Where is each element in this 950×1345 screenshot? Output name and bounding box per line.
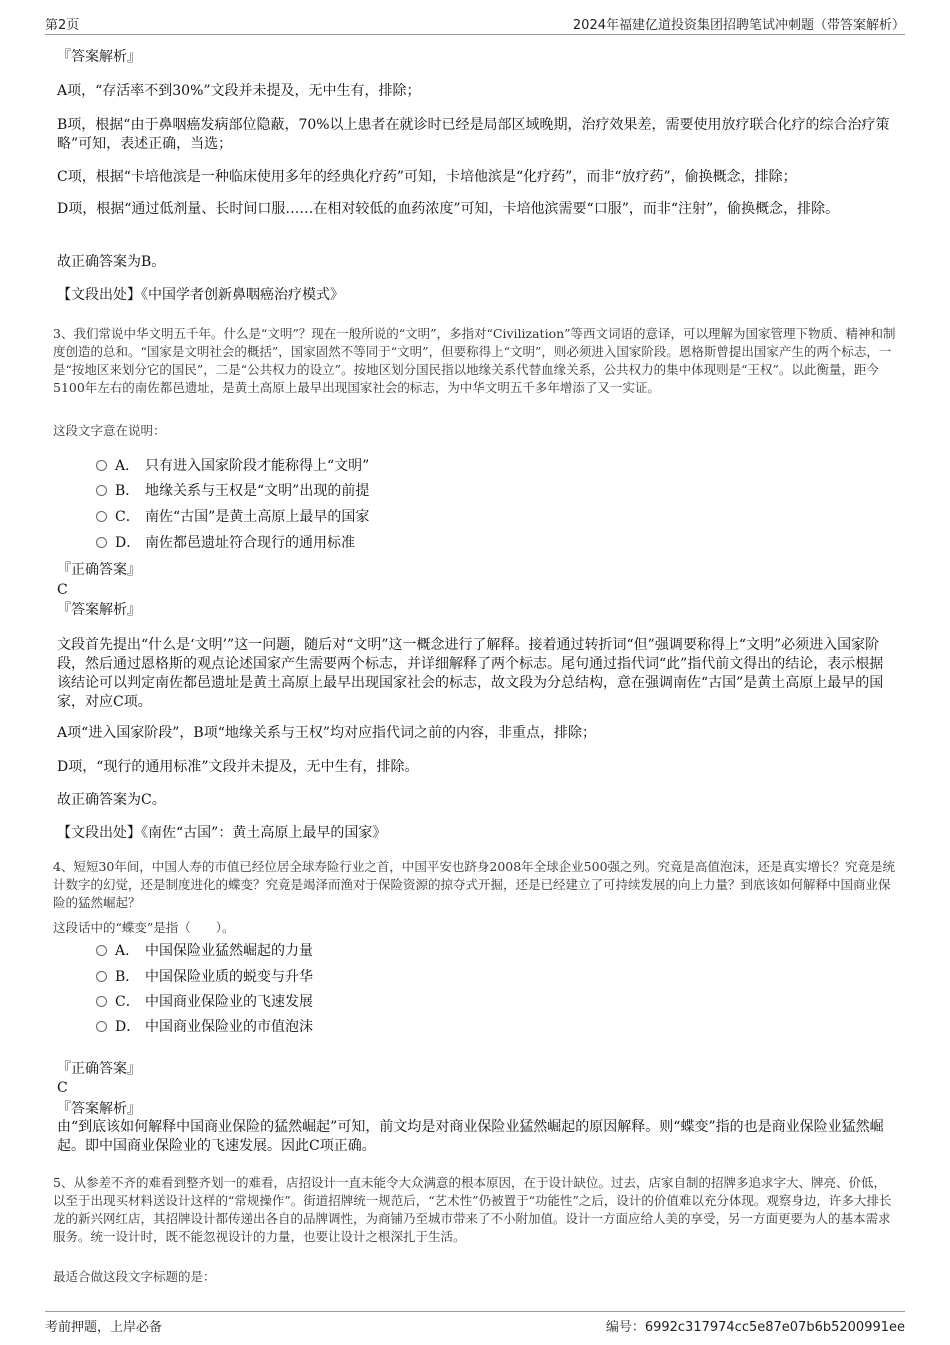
q4-stem: 4、短短30年间，中国人寿的市值已经位居全球寿险行业之首，中国平安也跻身2008年全球企业500强之列。究竟是高值泡沫，还是真实增长？究竟是统计数字的幻觉，还是制度进化的蝶变？究竟是竭泽而渔对于保险资源的掠夺式开掘，还是已经建立了可持续发展的向上力量？到底该如何解释中国商业保险的猛然崛起？ [53,859,896,910]
radio-icon[interactable] [96,537,107,548]
q3-option-c[interactable]: C． 南佐“古国”是黄土高原上最早的国家 [96,507,369,527]
q2-analysis-a: A项，“存活率不到30%”文段并未提及，无中生有，排除； [57,83,421,99]
q4-answer-title: 『正确答案』 [57,1061,141,1077]
page-footer [45,1311,905,1334]
q2-analysis-d: D项，根据“通过低剂量、长时间口服……在相对较低的血药浓度”可知，卡培他滨需要“口服”，而非“注射”，偷换概念，排除。 [57,201,840,217]
document-title: 2024年福建亿道投资集团招聘笔试冲刺题（带答案解析） [572,18,905,33]
radio-icon[interactable] [96,971,107,982]
radio-icon[interactable] [96,460,107,471]
q2-conclusion: 故正确答案为B。 [57,254,166,270]
q4-analysis-title: 『答案解析』 [57,1101,141,1117]
q2-analysis-b: B项，根据“由于鼻咽癌发病部位隐蔽，70%以上患者在就诊时已经是局部区域晚期，治疗效果差，需要使用放疗联合化疗的综合治疗策略”可知，表述正确，当选； [57,117,890,152]
q3-option-d[interactable]: D． 南佐都邑遗址符合现行的通用标准 [96,533,355,553]
q2-analysis-title: 『答案解析』 [57,49,141,65]
q3-stem: 3、我们常说中华文明五千年。什么是“文明”？现在一般所说的“文明”，多指对“Civilization”等西文词语的意译，可以理解为国家管理下物质、精神和制度创造的总和。“国家是文明社会的概括”，国家固然不等同于“文明”，但要称得上“文明”，则必须进入国家阶段。恩格斯曾提出国家产生的两个标志，一是“按地区来划分它的国民”，二是“公共权力的设立”。按地区划分国民指以地缘关系代替血缘关系，公共权力的集中体现则是“王权”。以此衡量，距今5100年左右的南佐都邑遗址，是黄土高原上最早出现国家社会的标志，为中华文明五千多年增添了又一实证。 [53,326,896,395]
page-number: 第2页 [45,18,80,33]
q3-option-a[interactable]: A． 只有进入国家阶段才能称得上“文明” [96,456,369,476]
q2-analysis-c: C项，根据“卡培他滨是一种临床使用多年的经典化疗药”可知，卡培他滨是“化疗药”，而非“放疗药”，偷换概念，排除； [57,169,797,185]
radio-icon[interactable] [96,1021,107,1032]
q4-prompt: 这段话中的“蝶变”是指（ ）。 [53,920,235,935]
q3-analysis: 文段首先提出“什么是‘文明’”这一问题，随后对“文明”这一概念进行了解释。接着通过转折词“但”强调要称得上“文明”必须进入国家阶段，然后通过恩格斯的观点论述国家产生需要两个标志，并详细解释了两个标志。尾句通过指代词“此”指代前文得出的结论，表示根据该结论可以判定南佐都邑遗址是黄土高原上最早出现国家社会的标志，故文段为分总结构，意在强调南佐“古国”是黄土高原上最早的国家，对应C项。 [57,637,884,710]
q3-answer: C [57,582,68,598]
q5-prompt: 最适合做这段文字标题的是： [53,1269,216,1284]
q4-analysis: 由“到底该如何解释中国商业保险的猛然崛起”可知，前文均是对商业保险业猛然崛起的原因解释。则“蝶变”指的也是商业保险业猛然崛起。即中国商业保险业的飞速发展。因此C项正确。 [57,1119,884,1154]
q3-option-b[interactable]: B． 地缘关系与王权是“文明”出现的前提 [96,481,369,501]
q3-source: 【文段出处】《南佐“古国”：黄土高原上最早的国家》 [57,825,387,841]
q4-option-d[interactable]: D． 中国商业保险业的市值泡沫 [96,1017,313,1037]
q4-option-a[interactable]: A． 中国保险业猛然崛起的力量 [96,941,313,961]
q4-answer: C [57,1080,68,1096]
q3-analysis-d: D项，“现行的通用标准”文段并未提及，无中生有，排除。 [57,759,419,775]
document-id: 编号：6992c317974cc5e87e07b6b5200991ee [605,1320,905,1335]
page-header [45,12,905,35]
radio-icon[interactable] [96,485,107,496]
q3-analysis-ab: A项“进入国家阶段”，B项“地缘关系与王权”均对应指代词之前的内容，非重点，排除； [57,725,597,741]
radio-icon[interactable] [96,996,107,1007]
radio-icon[interactable] [96,945,107,956]
q3-answer-title: 『正确答案』 [57,562,141,578]
q3-prompt: 这段文字意在说明： [53,423,166,438]
radio-icon[interactable] [96,511,107,522]
q4-option-b[interactable]: B． 中国保险业质的蜕变与升华 [96,967,313,987]
footer-slogan: 考前押题，上岸必备 [45,1320,163,1335]
q3-analysis-title: 『答案解析』 [57,602,141,618]
q2-source: 【文段出处】《中国学者创新鼻咽癌治疗模式》 [57,287,344,303]
q3-conclusion: 故正确答案为C。 [57,792,166,808]
q5-stem: 5、从参差不齐的难看到整齐划一的难看，店招设计一直未能令大众满意的根本原因，在于设计缺位。过去，店家自制的招牌多追求字大、牌亮、价低，以至于出现买材料送设计这样的“常规操作”。街道招牌统一规范后，“艺术性”仍被置于“功能性”之后，设计的价值难以充分体现。观察身边，许多大排长龙的新兴网红店，其招牌设计都传递出各自的品牌调性，为商铺乃至城市带来了不小附加值。设计一方面应给人美的享受，另一方面更要为人的基本需求服务。统一设计时，既不能忽视设计的力量，也要让设计之根深扎于生活。 [53,1175,892,1244]
q4-option-c[interactable]: C． 中国商业保险业的飞速发展 [96,992,313,1012]
